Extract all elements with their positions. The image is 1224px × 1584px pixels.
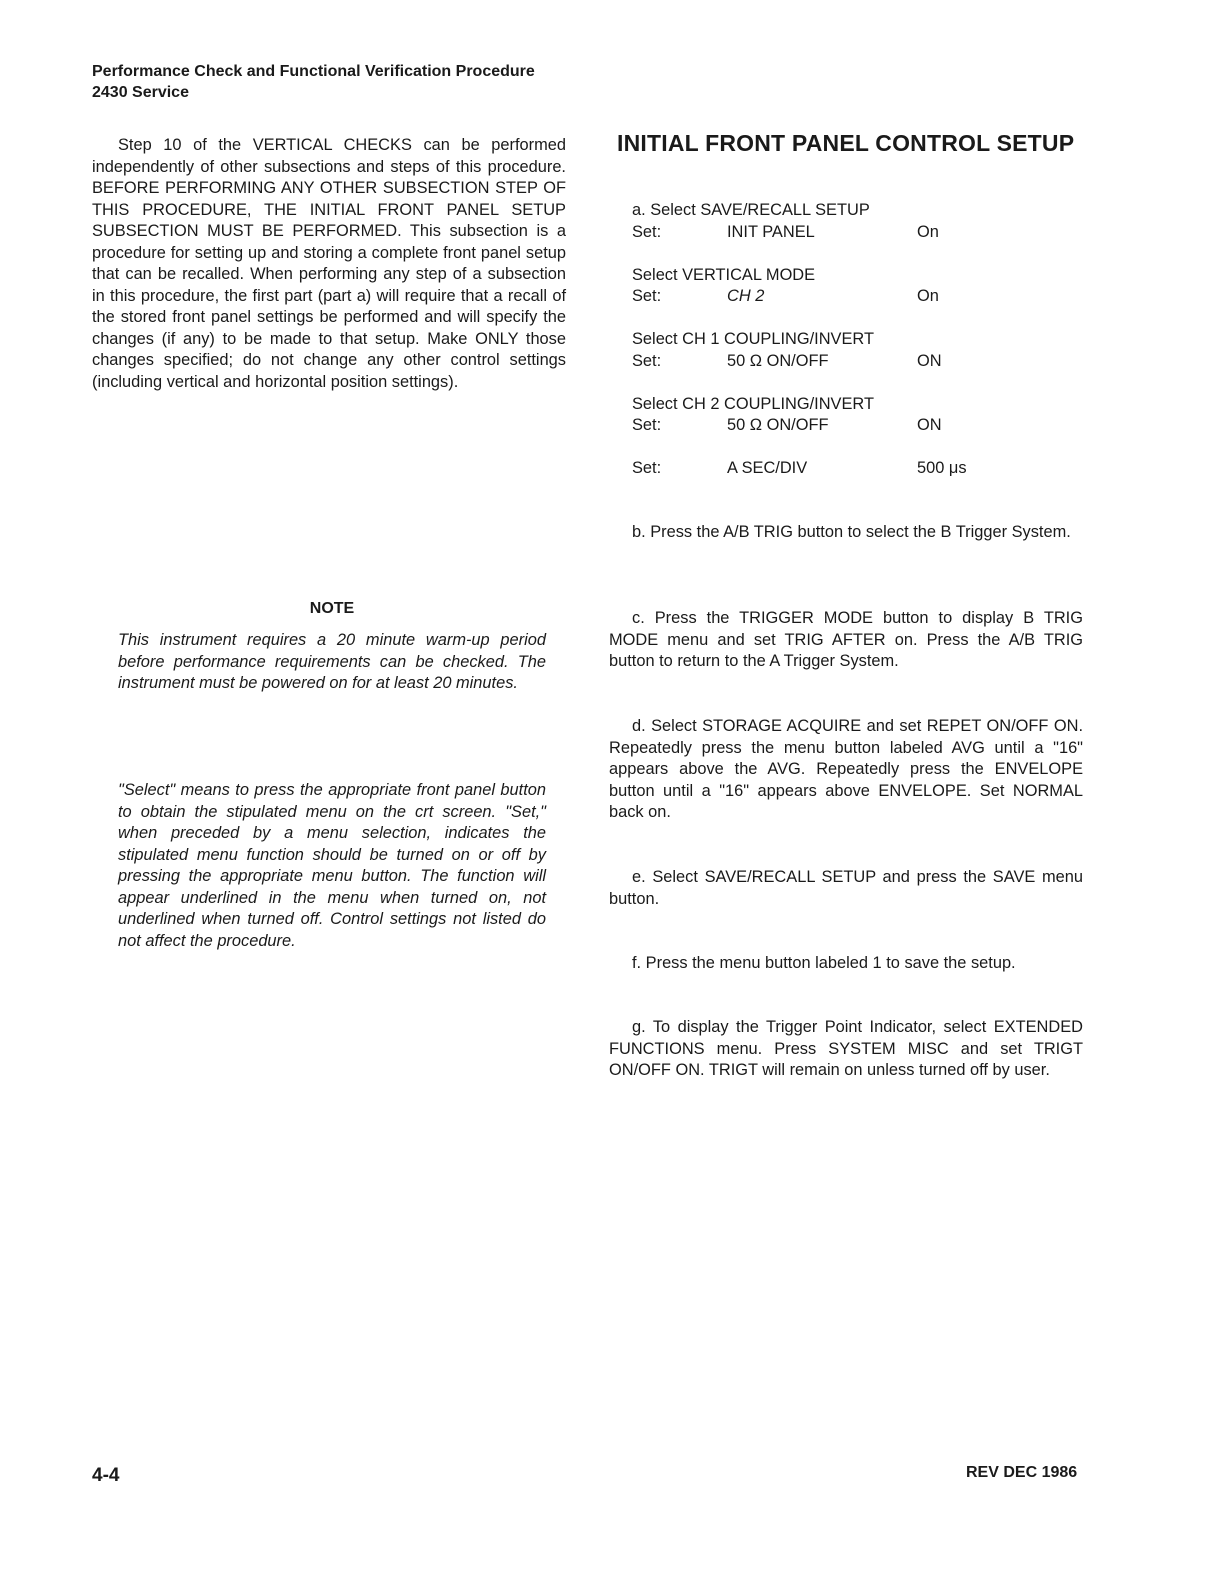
step-d <box>609 716 1083 824</box>
running-header <box>92 61 535 103</box>
setup-value: ON <box>917 416 942 434</box>
setup-control: 50 Ω ON/OFF <box>727 416 829 434</box>
step-g <box>609 1017 1083 1082</box>
note-title: NOTE <box>309 600 355 617</box>
setup-control: A SEC/DIV <box>727 459 808 477</box>
setup-row <box>632 458 967 480</box>
setup-value: On <box>917 287 939 305</box>
setup-select: Select CH 2 COUPLING/INVERT <box>632 394 874 413</box>
setup-group <box>632 394 967 437</box>
step-label: e. <box>632 868 646 886</box>
setup-select: a. Select SAVE/RECALL SETUP <box>632 201 870 219</box>
setup-row <box>632 286 967 308</box>
step-label: g. <box>632 1018 646 1036</box>
setup-control: INIT PANEL <box>727 222 815 241</box>
step-text: Select SAVE/RECALL SETUP and press the SAVE menu button. <box>609 868 1083 908</box>
step-label: b. <box>632 523 646 541</box>
step-text: Press the A/B TRIG button to select the B Trigger System. <box>650 523 1071 541</box>
step-b <box>609 522 1083 544</box>
step-e <box>609 867 1083 910</box>
step-label: c. <box>632 609 645 627</box>
setup-control: CH 2 <box>727 287 765 305</box>
setup-table <box>632 200 967 501</box>
intro-paragraph <box>92 135 566 393</box>
step-label: d. <box>632 717 646 735</box>
setup-value: 500 μs <box>917 459 967 477</box>
setup-group <box>632 200 967 243</box>
set-label: Set: <box>632 287 662 305</box>
setup-row <box>632 222 967 244</box>
set-label: Set: <box>632 222 662 241</box>
revision-date: REV DEC 1986 <box>966 1464 1078 1481</box>
set-label: Set: <box>632 351 662 370</box>
definition-paragraph: "Select" means to press the appropriate front panel button to obtain the stipulated menu on the crt screen. "Set," when preceded by a menu selection, indicates the stipulated menu function should be turned on or off by pressing the appropriate menu button. The function will appear underlined in the menu when turned on, not underlined when turned off. Control settings not listed do not affect the procedure. <box>118 781 546 950</box>
setup-row <box>632 415 967 437</box>
setup-group <box>632 329 967 372</box>
note-box <box>118 600 546 695</box>
header-title: Performance Check and Functional Verification Procedure <box>92 63 535 80</box>
setup-control: 50 Ω ON/OFF <box>727 351 829 370</box>
step-text: Select STORAGE ACQUIRE and set REPET ON/OFF ON. Repeatedly press the menu button labeled AVG until a "16" appears above the AVG. Repeatedly press the ENVELOPE button until a "16" appears above ENVELOPE. Set NORMAL back on. <box>609 717 1083 821</box>
step-text: To display the Trigger Point Indicator, select EXTENDED FUNCTIONS menu. Press SYSTEM MISC and set TRIGT ON/OFF ON. TRIGT will remain on unless turned off by user. <box>609 1018 1083 1079</box>
step-text: Press the menu button labeled 1 to save the setup. <box>645 954 1016 972</box>
setup-group <box>632 458 967 480</box>
setup-select: Select VERTICAL MODE <box>632 265 816 284</box>
step-c <box>609 608 1083 673</box>
intro-text: Step 10 of the VERTICAL CHECKS can be performed independently of other subsections and steps of this procedure. BEFORE PERFORMING ANY OTHER SUBSECTION STEP OF THIS PROCEDURE, THE INITIAL FRONT PANEL SETUP SUBSECTION MUST BE PERFORMED. This subsection is a procedure for setting up and storing a complete front panel setup that can be recalled. When performing any step of a subsection in this procedure, the first part (part a) will require that a recall of the stored front panel settings be performed and will specify the changes (if any) to be made to that setup. Make ONLY those changes specified; do not change any other control settings (including vertical and horizontal position settings). <box>92 136 566 391</box>
setup-value: ON <box>917 351 942 370</box>
setup-select: Select CH 1 COUPLING/INVERT <box>632 330 874 348</box>
step-label: f. <box>632 954 642 972</box>
header-subtitle: 2430 Service <box>92 84 189 101</box>
left-column <box>92 135 566 393</box>
setup-row <box>632 351 967 373</box>
set-label: Set: <box>632 459 662 477</box>
set-label: Set: <box>632 416 662 434</box>
step-text: Press the TRIGGER MODE button to display B TRIG MODE menu and set TRIG AFTER on. Press the A/B TRIG button to return to the A Trigger System. <box>609 609 1083 670</box>
step-f <box>609 953 1083 975</box>
note-text: This instrument requires a 20 minute warm-up period before performance requirements can be checked. The instrument must be powered on for at least 20 minutes. <box>118 631 546 692</box>
setup-value: On <box>917 222 939 241</box>
section-title: INITIAL FRONT PANEL CONTROL SETUP <box>617 130 1075 156</box>
setup-group <box>632 265 967 308</box>
page-number: 4-4 <box>92 1465 120 1486</box>
